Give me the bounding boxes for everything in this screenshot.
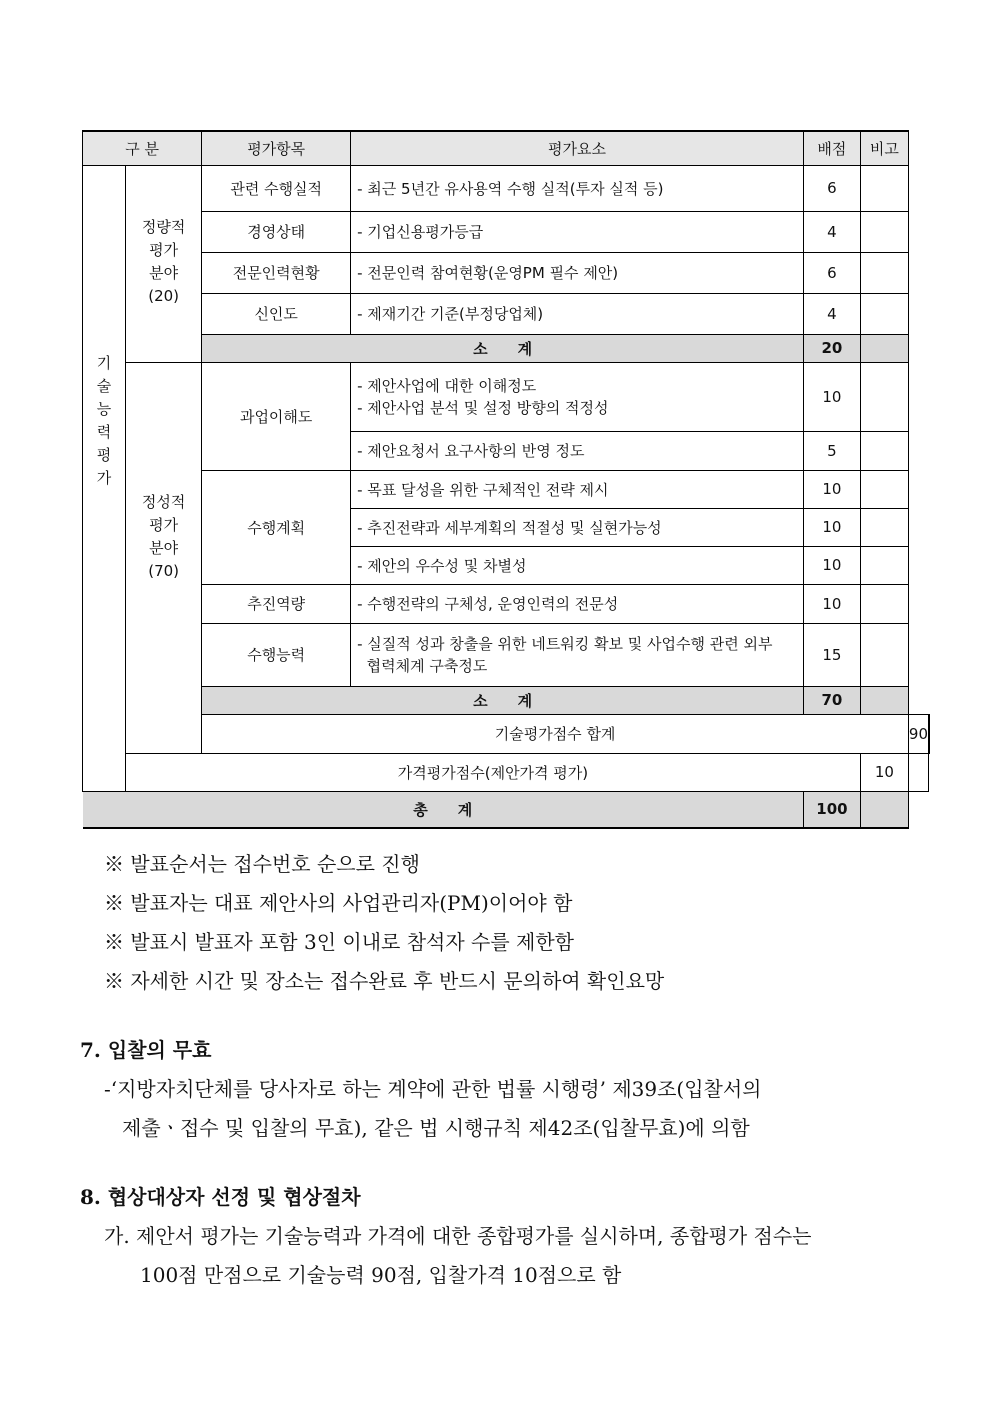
table-row <box>83 584 930 623</box>
element-cell: - 기업신용평가등급 <box>351 211 804 252</box>
note-cell <box>860 584 908 623</box>
qual-label-line: 분야 <box>149 538 179 557</box>
element-cell: - 추진전략과 세부계획의 적절성 및 실현가능성 <box>351 508 804 546</box>
header-item: 평가항목 <box>202 131 351 165</box>
note-cell <box>860 211 908 252</box>
item-cell: 신인도 <box>202 293 351 334</box>
score-cell: 10 <box>803 584 860 623</box>
score-cell: 10 <box>803 508 860 546</box>
table-header-row <box>83 131 930 165</box>
item-cell: 전문인력현황 <box>202 252 351 293</box>
element-cell <box>351 362 804 431</box>
table-row <box>83 623 930 686</box>
score-cell: 4 <box>803 211 860 252</box>
note-line: ※ 발표순서는 접수번호 순으로 진행 <box>104 852 420 876</box>
note-cell <box>860 252 908 293</box>
tech-total-label: 기술평가점수 합계 <box>202 714 909 753</box>
section7-title: 7. 입찰의 무효 <box>80 1038 212 1062</box>
element-line: - 제안사업에 대한 이해정도 <box>357 376 537 395</box>
score-cell: 4 <box>803 293 860 334</box>
score-cell: 5 <box>803 431 860 470</box>
element-cell: - 전문인력 참여현황(운영PM 필수 제안) <box>351 252 804 293</box>
element-cell: - 제안의 우수성 및 차별성 <box>351 546 804 584</box>
note-cell <box>860 546 908 584</box>
quant-subtotal-row <box>83 334 930 362</box>
table-row <box>83 252 930 293</box>
item-cell: 추진역량 <box>202 584 351 623</box>
header-note: 비고 <box>860 131 908 165</box>
table-row <box>83 165 930 211</box>
note-cell <box>860 362 908 431</box>
header-gubun: 구 분 <box>83 131 202 165</box>
note-cell <box>860 165 908 211</box>
subtotal-label: 소 계 <box>202 334 804 362</box>
quant-label-line: 정량적 <box>141 217 186 236</box>
tech-category-label <box>83 165 126 791</box>
element-line: - 실질적 성과 창출을 위한 네트워킹 확보 및 사업수행 관련 외부 <box>357 634 773 653</box>
item-cell: 수행능력 <box>202 623 351 686</box>
element-cell: - 목표 달성을 위한 구체적인 전략 제시 <box>351 470 804 508</box>
element-cell: - 수행전략의 구체성, 운영인력의 전문성 <box>351 584 804 623</box>
section8-title: 8. 협상대상자 선정 및 협상절차 <box>80 1185 361 1209</box>
score-cell: 10 <box>803 546 860 584</box>
note-cell <box>860 470 908 508</box>
quant-category-label <box>125 165 201 362</box>
item-cell: 수행계획 <box>202 470 351 584</box>
item-cell: 과업이해도 <box>202 362 351 470</box>
price-row <box>83 753 930 791</box>
price-score: 10 <box>860 753 908 791</box>
note-cell <box>908 753 928 791</box>
table-row <box>83 293 930 334</box>
score-cell: 10 <box>803 470 860 508</box>
section7-line: 제출ㆍ접수 및 입찰의 무효), 같은 법 시행규칙 제42조(입찰무효)에 의함 <box>122 1116 750 1140</box>
grand-total-label: 총 계 <box>83 791 804 828</box>
qual-category-label <box>125 362 201 753</box>
grand-total-score: 100 <box>803 791 860 828</box>
subtotal-label: 소 계 <box>202 686 804 714</box>
quant-label-line: 분야 <box>149 263 179 282</box>
note-line: ※ 자세한 시간 및 장소는 접수완료 후 반드시 문의하여 확인요망 <box>104 969 665 993</box>
header-element: 평가요소 <box>351 131 804 165</box>
tech-total-row <box>83 714 930 753</box>
qual-label-line: (70) <box>148 561 180 580</box>
subtotal-score: 20 <box>803 334 860 362</box>
tech-label-text: 기술능력평가 <box>96 353 112 487</box>
section8-line: 가. 제안서 평가는 기술능력과 가격에 대한 종합평가를 실시하며, 종합평가 점수는 <box>104 1224 812 1248</box>
score-cell: 10 <box>803 362 860 431</box>
quant-label-line: (20) <box>148 286 180 305</box>
section8-line: 100점 만점으로 기술능력 90점, 입찰가격 10점으로 함 <box>140 1263 622 1287</box>
item-cell: 관련 수행실적 <box>202 165 351 211</box>
note-cell <box>860 334 908 362</box>
grand-total-row <box>83 791 930 828</box>
table-row <box>83 211 930 252</box>
note-cell <box>860 431 908 470</box>
note-line: ※ 발표자는 대표 제안사의 사업관리자(PM)이어야 함 <box>104 891 573 915</box>
quant-label-line: 평가 <box>149 240 179 259</box>
element-cell: - 제안요청서 요구사항의 반영 정도 <box>351 431 804 470</box>
section7-line: -‘지방자치단체를 당사자로 하는 계약에 관한 법률 시행령’ 제39조(입찰서의 <box>104 1077 762 1101</box>
note-cell <box>860 293 908 334</box>
element-cell: - 제재기간 기준(부정당업체) <box>351 293 804 334</box>
note-cell <box>860 791 908 828</box>
note-cell <box>860 686 908 714</box>
element-cell: - 최근 5년간 유사용역 수행 실적(투자 실적 등) <box>351 165 804 211</box>
qual-subtotal-row <box>83 686 930 714</box>
note-cell <box>860 508 908 546</box>
note-cell <box>860 623 908 686</box>
table-row <box>83 362 930 431</box>
element-line: - 제안사업 분석 및 설정 방향의 적정성 <box>357 398 609 417</box>
item-cell: 경영상태 <box>202 211 351 252</box>
note-cell <box>929 714 930 753</box>
tech-total-score: 90 <box>908 714 928 753</box>
qual-label-line: 평가 <box>149 515 179 534</box>
evaluation-table <box>82 130 930 829</box>
price-label: 가격평가점수(제안가격 평가) <box>125 753 860 791</box>
header-score: 배점 <box>803 131 860 165</box>
subtotal-score: 70 <box>803 686 860 714</box>
element-cell <box>351 623 804 686</box>
note-line: ※ 발표시 발표자 포함 3인 이내로 참석자 수를 제한함 <box>104 930 574 954</box>
qual-label-line: 정성적 <box>141 492 186 511</box>
score-cell: 15 <box>803 623 860 686</box>
score-cell: 6 <box>803 165 860 211</box>
element-line: 협력체계 구축정도 <box>357 656 488 675</box>
table-row <box>83 470 930 508</box>
score-cell: 6 <box>803 252 860 293</box>
